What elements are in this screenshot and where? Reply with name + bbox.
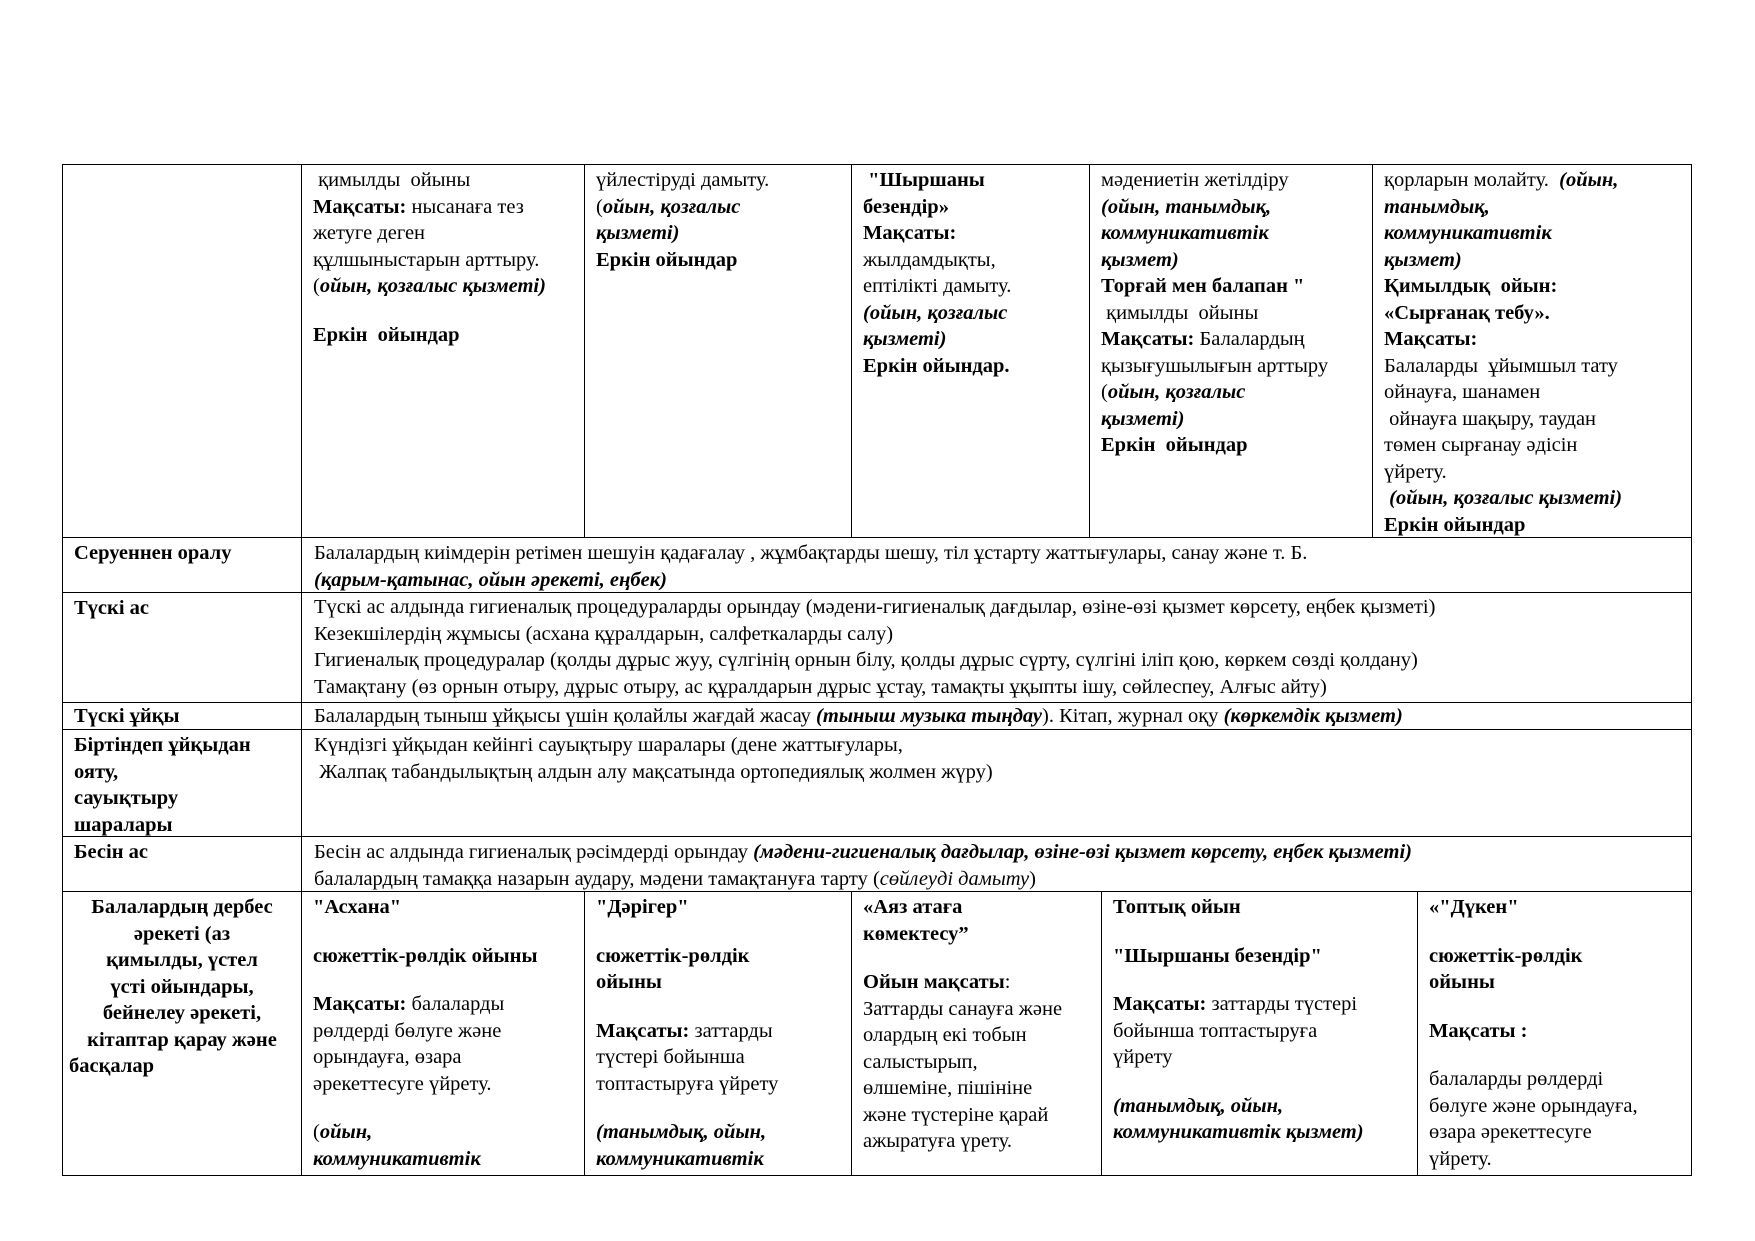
row-independent-activity [63,892,1691,1175]
game-title: «Аяз атаға [863,896,963,918]
row-label: Біртіндеп ұйқыдан ояту, сауықтыру шаралары [63,730,302,836]
free-games-label: Еркін ойындар [1101,434,1248,456]
goal-label: Мақсаты: [863,222,957,244]
activity-tag: ойын, қозғалыс қызметі) [319,275,546,297]
goal-label: Мақсаты: [1384,328,1478,350]
activity-tag: ойын, [319,1121,373,1143]
activity-day-4: Топтық ойын "Шыршаны безендір" Мақсаты: заттарды түстері бойынша топтастыруға үйрету (танымдық, ойын, коммуникативтік қызмет) [1102,892,1418,1175]
game-title: "Шыршаны [863,169,985,191]
activity-tag: ойын, қозғалыс [602,195,741,218]
text-line: қимылды ойыны [313,169,471,191]
goal-label: Мақсаты: [1113,993,1207,1015]
row-walk-continuation [63,165,1691,538]
walk-day-4: мәдениетін жетілдіру (ойын, танымдық, коммуникативтік қызмет) Торғай мен балапан " қимылды ойыны Мақсаты: Балалардың қызығушылығын арттыру (ойын, қозғалыс қызметі) Еркін ойындар [1090,165,1373,537]
game-title: «"Дүкен" [1429,896,1519,918]
free-games-label: Еркін ойындар [1384,513,1526,536]
game-title: "Асхана" [313,896,402,918]
row-return-from-walk [63,538,1691,593]
free-games-label: Еркін ойындар [596,248,738,271]
game-title: Торғай мен балапан " [1101,275,1305,297]
activity-day-5: «"Дүкен" сюжеттік-рөлдік ойыны Мақсаты : балаларды рөлдерді бөлуге және орындауға, өзара әрекеттесуге үйрету. [1418,892,1691,1175]
row-lunch [63,593,1691,703]
row-label: Түскі ұйқы [63,703,302,729]
schedule-table [62,164,1692,1176]
row-content: Балалардың тыныш ұйқысы үшін қолайлы жағдай жасау (тыныш музыка тыңдау). Кітап, журнал оқу (көркемдік қызмет) [314,705,1403,727]
row-content: Күндізгі ұйқыдан кейінгі сауықтыру шаралары (дене жаттығулары, Жалпақ табандылықтың алдын алу мақсатында ортопедиялық жолмен жүру) [314,734,993,783]
activity-tag: (ойын, қозғалыс [863,301,1008,324]
row-nap [63,703,1691,730]
activity-tag: (танымдық, ойын, [596,1121,767,1143]
goal-label: Ойын мақсаты [863,971,1005,993]
goal-label: Мақсаты: [596,1019,690,1042]
activity-day-2: "Дәрігер" сюжеттік-рөлдік ойыны Мақсаты: заттарды түстері бойынша топтастыруға үйрету (танымдық, ойын, коммуникативтік [585,892,852,1175]
walk-day-3: "Шыршаны безендір» Мақсаты: жылдамдықты, ептілікті дамыту. (ойын, қозғалыс қызметі) Еркін ойындар. [852,165,1090,537]
walk-day-1: қимылды ойыны Мақсаты: нысанаға тез жетуге деген құлшыныстарын арттыру. (ойын, қозғалыс қызметі) Еркін ойындар [302,165,585,537]
goal-label: Мақсаты: [313,195,407,218]
goal-label: Мақсаты : [1429,1019,1528,1042]
row-afternoon-snack [63,837,1691,892]
free-games-label: Еркін ойындар. [863,354,1010,377]
game-title: "Дәрігер" [596,896,689,918]
row-label: Серуеннен оралу [63,538,302,592]
game-title: Топтық ойын [1113,896,1241,918]
row-content: Түскі ас алдында гигиеналық процедураларды орындау (мәдени-гигиеналық дағдылар, өзіне-өзі қызмет көрсету, еңбек қызметі) Кезекшілердің жұмысы (асхана құралдарын, салфеткаларды салу) Гигиеналық процедуралар (қолды дұрыс жуу, сүлгінің орнын білу, қолды дұрыс сүрту, сүлгіні іліп қою, көркем сөзді қолдану) Тамақтану (өз орнын отыру, дұрыс отыру, ас құралдарын дұрыс ұстау, тамақты ұқыпты ішу, сөйлеспеу, Алғыс айту) [314,596,1436,698]
row-label-empty [63,165,302,537]
activity-tag: (ойын, қозғалыс қызметі) [1384,487,1623,509]
game-title: Қимылдық ойын: [1384,275,1558,297]
row-content: Бесін ас алдында гигиеналық рәсімдерді орындау (мәдени-гигиеналық дағдылар, өзіне-өзі қызмет көрсету, еңбек қызметі) балалардың тамаққа назарын аудару, мәдени тамақтануға тарту (сөйлеуді дамыту) [314,841,1412,890]
activity-tag: (ойын, танымдық, [1101,195,1272,218]
row-label: Балалардың дербес әрекеті (аз қимылды, үстел үсті ойындары, бейнелеу әрекеті, кітаптар қарау және басқалар [63,892,302,1175]
walk-day-2: үйлестіруді дамыту. (ойын, қозғалыс қызметі) Еркін ойындар [585,165,852,537]
activity-day-1: "Асхана" сюжеттік-рөлдік ойыны Мақсаты: балаларды рөлдерді бөлуге және орындауға, өзара әрекеттесуге үйрету. (ойын, коммуникативтік [302,892,585,1175]
goal-label: Мақсаты: [1101,328,1195,350]
row-label: Түскі ас [63,593,302,702]
free-games-label: Еркін ойындар [313,323,460,346]
goal-label: Мақсаты: [313,993,407,1015]
row-wake-up [63,730,1691,837]
activity-tag: (танымдық, ойын, [1113,1094,1284,1117]
activity-tag: (қарым-қатынас, ойын әрекеті, еңбек) [314,568,667,591]
walk-day-5: қорларын молайту. (ойын, танымдық, коммуникативтік қызмет) Қимылдық ойын: «Сырғанақ тебу». Мақсаты: Балаларды ұйымшыл тату ойнауға, шанамен ойнауға шақыру, таудан төмен сырғанау әдісін үйрету. (ойын, қозғалыс қызметі) Еркін ойындар [1373,165,1691,537]
activity-day-3: «Аяз атаға көмектесу” Ойын мақсаты: Заттарды санауға және олардың екі тобын салыстырып, өлшеміне, пішініне және түстеріне қарай ажыратуға үрету. [852,892,1102,1175]
schedule-page [62,164,1692,1176]
row-label: Бесін ас [63,837,302,891]
row-content: Балалардың киімдерін ретімен шешуін қадағалау , жұмбақтарды шешу, тіл ұстарту жаттығулары, санау және т. Б. (қарым-қатынас, ойын әрекеті, еңбек) [302,538,1691,592]
